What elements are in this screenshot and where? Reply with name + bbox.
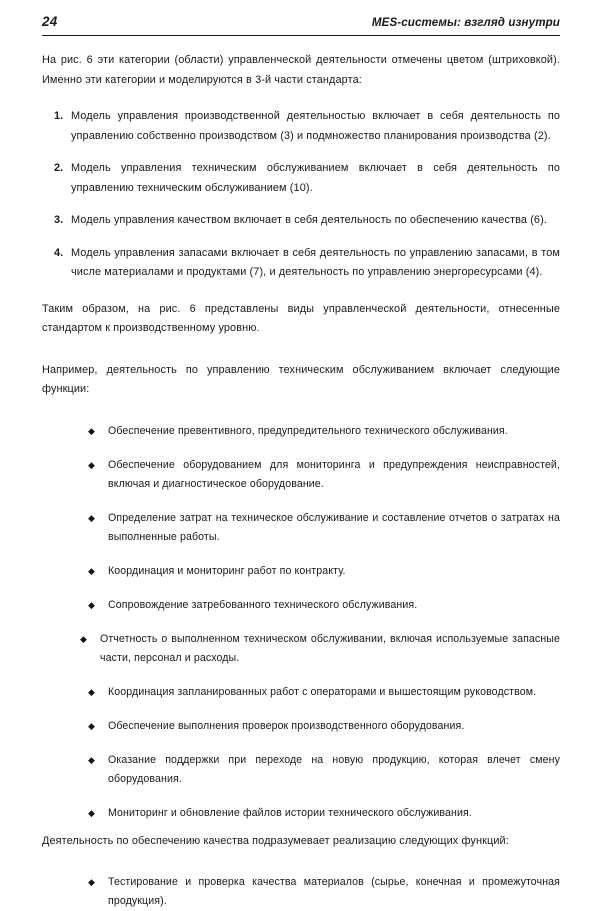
numbered-list [42, 107, 560, 283]
diamond-bullet-icon: ◆ [88, 512, 96, 523]
bullet-item-text: Обеспечение превентивного, предупредительного технического обслуживания. [108, 424, 508, 437]
spacer [42, 352, 560, 361]
bullet-item-text: Координация запланированных работ с операторами и вышестоящим руководством. [108, 685, 537, 698]
numbered-list-item [42, 244, 560, 283]
bullet-list-item [72, 630, 560, 668]
numbered-list-item [42, 211, 560, 231]
list-number: 1. [54, 110, 64, 122]
bullet-list-item [80, 562, 560, 581]
list-item-text: Модель управления техническим обслуживанием включает в себя деятельность по управлению техническим обслуживанием (10). [71, 162, 560, 194]
diamond-bullet-icon: ◆ [88, 425, 96, 436]
list-item-text: Модель управления качеством включает в себя деятельность по обеспечению качества (6). [71, 214, 547, 226]
bullet-item-text: Обеспечение оборудованием для мониторинга и предупреждения неисправностей, включая и диагностическое оборудование. [108, 458, 560, 490]
bullet-list-item [80, 804, 560, 823]
spacer [42, 413, 560, 422]
diamond-bullet-icon: ◆ [88, 807, 96, 818]
bullet-list-item [80, 873, 560, 911]
bullet-list-item [80, 683, 560, 702]
diamond-bullet-icon: ◆ [88, 754, 96, 765]
bullet-item-text: Отчетность о выполненном техническом обслуживании, включая используемые запасные части, персонал и расходы. [100, 632, 560, 664]
list-item-text: Модель управления производственной деятельностью включает в себя деятельность по управлению собственно производством (3) и подмножество планирования производства (2). [71, 110, 560, 142]
diamond-bullet-icon: ◆ [80, 633, 88, 644]
bullet-list-item [80, 509, 560, 547]
diamond-bullet-icon: ◆ [88, 686, 96, 697]
page-content [42, 14, 560, 911]
bullet-item-text: Мониторинг и обновление файлов истории технического обслуживания. [108, 806, 472, 819]
bullet-item-text: Тестирование и проверка качества материалов (сырье, конечная и промежуточная продукция). [108, 876, 560, 907]
list-number: 2. [54, 162, 64, 174]
numbered-list-item [42, 159, 560, 198]
numbered-list-item [42, 107, 560, 146]
list-number: 3. [54, 214, 64, 226]
bullet-list-item [80, 596, 560, 615]
diamond-bullet-icon: ◆ [88, 565, 96, 576]
quality-lead-paragraph: Деятельность по обеспечению качества подразумевает реализацию следующих функций: [42, 834, 509, 847]
bullet-list-item [80, 751, 560, 789]
intro-paragraph: На рис. 6 эти категории (области) управленческой деятельности отмечены цветом (штриховкой). Именно эти категории и моделируются в 3-й части стандарта: [42, 54, 560, 86]
diamond-bullet-icon: ◆ [88, 720, 96, 731]
spacer [42, 823, 560, 832]
bullet-list-item [80, 456, 560, 494]
bullet-item-text: Обеспечение выполнения проверок производственного оборудования. [108, 719, 465, 732]
bullet-item-text: Сопровождение затребованного технического обслуживания. [108, 598, 418, 611]
diamond-bullet-icon: ◆ [88, 459, 96, 470]
summary-paragraph: Таким образом, на рис. 6 представлены виды управленческой деятельности, отнесенные стандартом к производственному уровню. [42, 302, 560, 334]
list-item-text: Модель управления запасами включает в себя деятельность по управлению запасами, в том числе материалами и продуктами (7), и деятельность по управлению энергоресурсами (4). [71, 246, 560, 278]
header-rule [42, 35, 560, 36]
bullet-item-text: Оказание поддержки при переходе на новую продукцию, которая влечет смену оборудования. [108, 753, 560, 785]
spacer [42, 864, 560, 873]
list-number: 4. [54, 246, 64, 259]
maintenance-functions-list [42, 422, 560, 823]
running-title: MES-системы: взгляд изнутри [371, 16, 560, 29]
bullet-list-item [80, 422, 560, 441]
bullet-item-text: Координация и мониторинг работ по контракту. [108, 564, 346, 577]
diamond-bullet-icon: ◆ [88, 877, 96, 887]
example-lead-paragraph: Например, деятельность по управлению техническим обслуживанием включает следующие функции: [42, 363, 560, 395]
bullet-list-item [80, 717, 560, 736]
bullet-item-text: Определение затрат на техническое обслуживание и составление отчетов о затратах на выполненные работы. [108, 511, 560, 543]
quality-functions-list [42, 873, 560, 911]
page-number: 24 [42, 14, 58, 29]
diamond-bullet-icon: ◆ [88, 599, 96, 610]
running-head [42, 14, 560, 32]
